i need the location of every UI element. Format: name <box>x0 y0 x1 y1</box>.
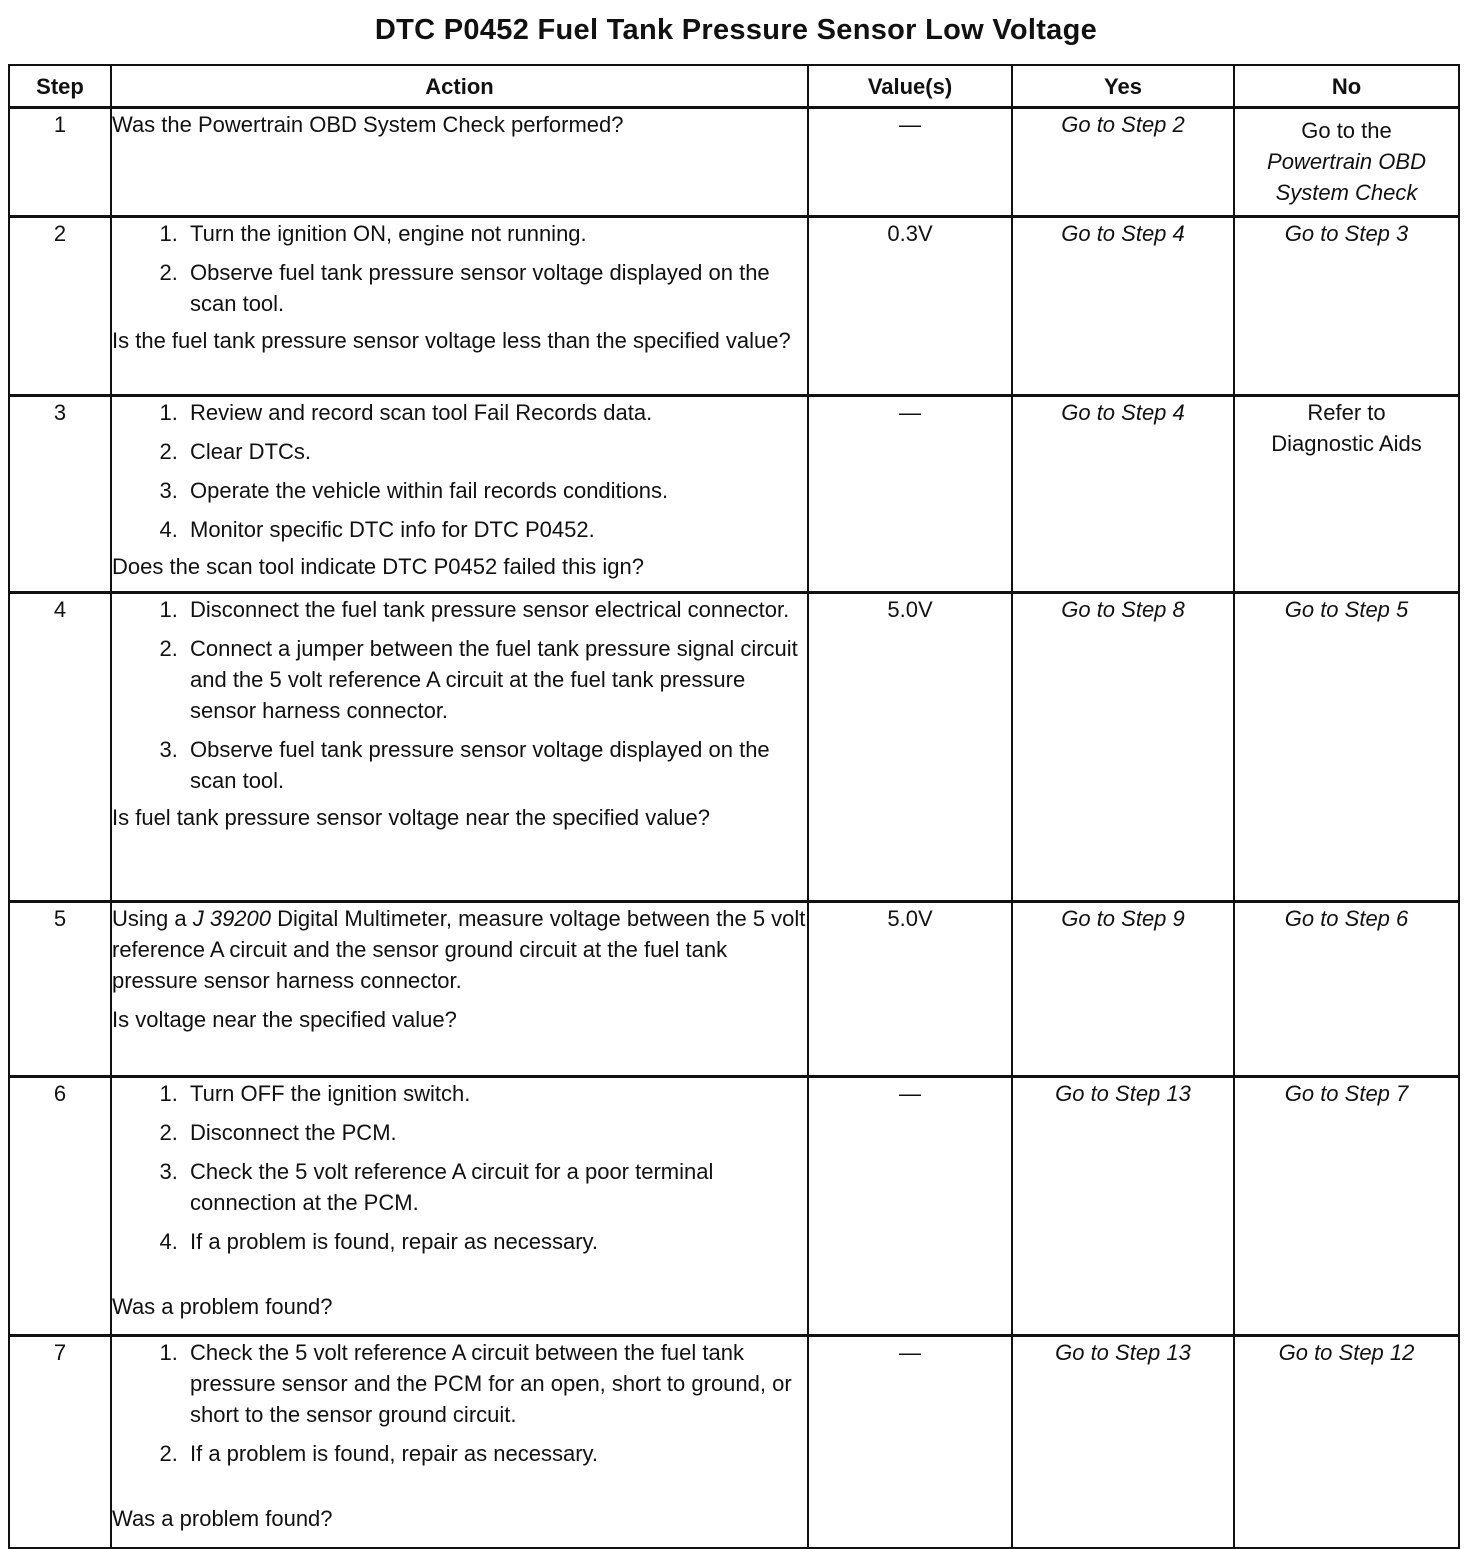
step-number: 1 <box>9 108 111 217</box>
action-item: 4. Monitor specific DTC info for DTC P0452. <box>184 514 807 545</box>
action-question: Is fuel tank pressure sensor voltage near the specified value? <box>112 805 711 830</box>
step-number: 2 <box>9 217 111 396</box>
action-cell <box>111 217 808 396</box>
action-text: Using a <box>112 906 193 931</box>
step-number: 4 <box>9 593 111 902</box>
header-action: Action <box>111 65 808 108</box>
action-item: 1. Disconnect the fuel tank pressure sensor electrical connector. <box>184 594 807 625</box>
tool-name: J 39200 <box>192 906 272 931</box>
step-number: 7 <box>9 1336 111 1549</box>
yes-cell: Go to Step 13 <box>1012 1077 1234 1336</box>
value-cell: — <box>808 396 1012 593</box>
yes-cell: Go to Step 4 <box>1012 396 1234 593</box>
table-row-step-7 <box>9 1336 1459 1549</box>
no-text-line: Go to the <box>1301 118 1392 143</box>
action-item: 3. Check the 5 volt reference A circuit for a poor terminal connection at the PCM. <box>184 1156 807 1218</box>
action-item: 2. Clear DTCs. <box>184 436 807 467</box>
value-cell: — <box>808 108 1012 217</box>
header-values: Value(s) <box>808 65 1012 108</box>
yes-cell: Go to Step 4 <box>1012 217 1234 396</box>
value-cell: — <box>808 1336 1012 1549</box>
action-text: Digital Multimeter, measure voltage between the 5 volt reference A circuit and the sensor ground circuit at the fuel tank pressure sensor harness connector. <box>112 906 806 993</box>
value-cell: — <box>808 1077 1012 1336</box>
value-cell: 5.0V <box>808 593 1012 902</box>
table-row-step-4 <box>9 593 1459 902</box>
action-item: 3. Observe fuel tank pressure sensor voltage displayed on the scan tool. <box>184 734 807 796</box>
action-question: Was a problem found? <box>112 1294 333 1319</box>
yes-cell: Go to Step 9 <box>1012 902 1234 1077</box>
action-cell <box>111 396 808 593</box>
action-cell <box>111 108 808 217</box>
table-row-step-1 <box>9 108 1459 217</box>
action-cell <box>111 593 808 902</box>
no-cell: Go to Step 5 <box>1234 593 1459 902</box>
header-yes: Yes <box>1012 65 1234 108</box>
value-cell: 5.0V <box>808 902 1012 1077</box>
no-text-line: Diagnostic Aids <box>1271 431 1422 456</box>
value-cell: 0.3V <box>808 217 1012 396</box>
table-row-step-6 <box>9 1077 1459 1336</box>
table-row-step-2 <box>9 217 1459 396</box>
action-item: 1. Check the 5 volt reference A circuit between the fuel tank pressure sensor and the PCM for an open, short to ground, or short to the sensor ground circuit. <box>184 1337 807 1430</box>
table-row-step-3 <box>9 396 1459 593</box>
action-item: 2. If a problem is found, repair as necessary. <box>184 1438 807 1469</box>
no-cell: Go to Step 6 <box>1234 902 1459 1077</box>
header-no: No <box>1234 65 1459 108</box>
action-cell <box>111 902 808 1077</box>
no-cell <box>1234 108 1459 217</box>
spacer <box>112 1263 807 1291</box>
action-instruction <box>112 903 807 996</box>
action-item: 1. Turn OFF the ignition switch. <box>184 1078 807 1109</box>
yes-cell: Go to Step 13 <box>1012 1336 1234 1549</box>
spacer <box>112 1475 807 1503</box>
action-question: Is voltage near the specified value? <box>112 1007 457 1032</box>
no-text-line: Refer to <box>1307 400 1386 425</box>
action-question: Was a problem found? <box>112 1506 333 1531</box>
action-list <box>112 1078 807 1257</box>
action-question: Was the Powertrain OBD System Check performed? <box>112 112 624 137</box>
action-item: 2. Disconnect the PCM. <box>184 1117 807 1148</box>
action-item: 1. Review and record scan tool Fail Records data. <box>184 397 807 428</box>
table-header-row <box>9 65 1459 108</box>
action-cell <box>111 1336 808 1549</box>
no-cell: Go to Step 3 <box>1234 217 1459 396</box>
page-title: DTC P0452 Fuel Tank Pressure Sensor Low Voltage <box>374 14 1098 46</box>
yes-cell: Go to Step 8 <box>1012 593 1234 902</box>
yes-cell: Go to Step 2 <box>1012 108 1234 217</box>
no-cell: Go to Step 12 <box>1234 1336 1459 1549</box>
action-item: 1. Turn the ignition ON, engine not running. <box>184 218 807 249</box>
action-cell <box>111 1077 808 1336</box>
diagnostic-table <box>8 64 1460 1549</box>
action-list <box>112 594 807 796</box>
header-step: Step <box>9 65 111 108</box>
action-question: Is the fuel tank pressure sensor voltage less than the specified value? <box>112 328 791 353</box>
action-list <box>112 218 807 319</box>
table-row-step-5 <box>9 902 1459 1077</box>
action-item: 3. Operate the vehicle within fail records conditions. <box>184 475 807 506</box>
action-question: Does the scan tool indicate DTC P0452 failed this ign? <box>112 554 644 579</box>
no-cell <box>1234 396 1459 593</box>
action-item: 2. Connect a jumper between the fuel tank pressure signal circuit and the 5 volt reference A circuit at the fuel tank pressure sensor harness connector. <box>184 633 807 726</box>
step-number: 5 <box>9 902 111 1077</box>
action-list <box>112 1337 807 1469</box>
no-text-line: System Check <box>1275 180 1418 205</box>
action-item: 4. If a problem is found, repair as necessary. <box>184 1226 807 1257</box>
no-cell: Go to Step 7 <box>1234 1077 1459 1336</box>
action-item: 2. Observe fuel tank pressure sensor voltage displayed on the scan tool. <box>184 257 807 319</box>
step-number: 6 <box>9 1077 111 1336</box>
no-text-line: Powertrain OBD <box>1267 149 1426 174</box>
action-list <box>112 397 807 545</box>
step-number: 3 <box>9 396 111 593</box>
